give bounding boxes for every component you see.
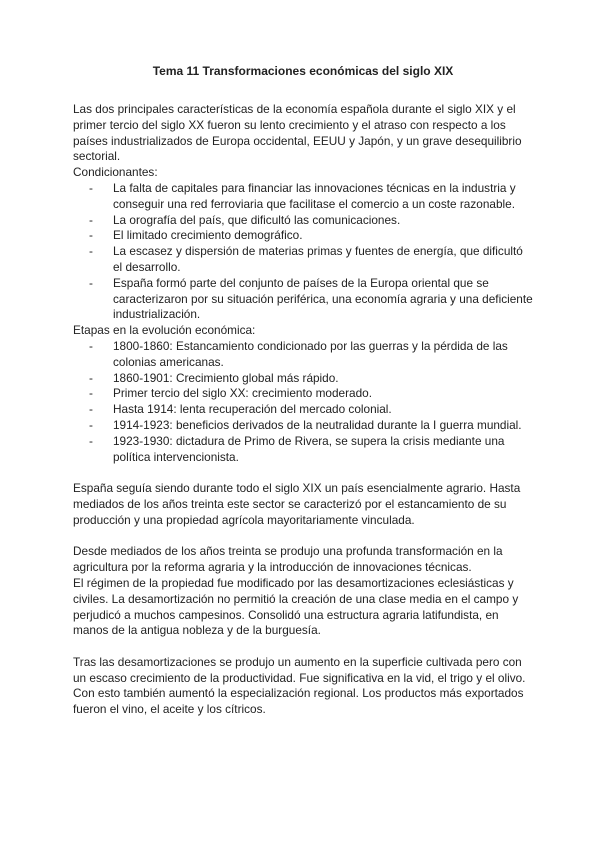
paragraph-gap xyxy=(73,529,533,545)
list-item xyxy=(89,276,533,323)
conditions-list xyxy=(73,181,533,323)
list-item xyxy=(89,418,533,434)
dash-bullet: - xyxy=(89,180,93,195)
document-page xyxy=(73,64,533,718)
dash-bullet: - xyxy=(89,338,93,353)
document-title: Tema 11 Transformaciones económicas del siglo XIX xyxy=(152,64,454,78)
list-item xyxy=(89,339,533,371)
dash-bullet: - xyxy=(89,417,93,432)
stages-list xyxy=(73,339,533,465)
property-paragraph: El régimen de la propiedad fue modificado por las desamortizaciones eclesiásticas y civiles. La desamortización no permitió la creación de una clase media en el campo y perjudicó a muchos campesinos. Consolidó una estructura agraria latifundista, en manos de la antigua nobleza y de la burguesía. xyxy=(73,575,519,638)
transformation-paragraph: Desde mediados de los años treinta se produjo una profunda transformación en la agricultura por la reforma agraria y la introducción de innovaciones técnicas. xyxy=(73,544,503,575)
dash-bullet: - xyxy=(89,244,93,259)
paragraph-gap xyxy=(73,639,533,655)
list-item xyxy=(89,434,533,466)
list-item-text: Hasta 1914: lenta recuperación del mercado colonial. xyxy=(113,402,392,417)
list-item-text: 1923-1930: dictadura de Primo de Rivera, se supera la crisis mediante una política intervencionista. xyxy=(113,433,505,464)
list-item-text: España formó parte del conjunto de países de la Europa oriental que se caracterizaron por su situación periférica, una economía agraria y una deficiente industrialización. xyxy=(113,275,533,322)
list-item xyxy=(89,371,533,387)
dash-bullet: - xyxy=(89,275,93,290)
list-item xyxy=(89,386,533,402)
list-item-text: El limitado crecimiento demográfico. xyxy=(113,228,303,243)
list-item xyxy=(89,213,533,229)
specialization-paragraph: Con esto también aumentó la especialización regional. Los productos más exportados fueron el vino, el aceite y los cítricos. xyxy=(73,686,524,717)
list-item xyxy=(89,402,533,418)
list-item xyxy=(89,181,533,213)
paragraph-gap xyxy=(73,465,533,481)
list-item-text: 1800-1860: Estancamiento condicionado por las guerras y la pérdida de las colonias americanas. xyxy=(113,338,508,369)
dash-bullet: - xyxy=(89,370,93,385)
stages-heading: Etapas en la evolución económica: xyxy=(73,323,256,338)
dash-bullet: - xyxy=(89,386,93,401)
dash-bullet: - xyxy=(89,402,93,417)
list-item xyxy=(89,228,533,244)
intro-paragraph: Las dos principales características de la economía española durante el siglo XIX y el primer tercio del siglo XX fueron su lento crecimiento y el atraso con respecto a los países industrializados de Europa occidental, EEUU y Japón, y un grave desequilibrio sectorial. xyxy=(73,102,522,164)
list-item-text: Primer tercio del siglo XX: crecimiento moderado. xyxy=(113,386,372,401)
agrarian-paragraph: España seguía siendo durante todo el siglo XIX un país esencialmente agrario. Hasta mediados de los años treinta este sector se caracterizó por el estancamiento de su producción y una propiedad agrícola mayoritariamente vinculada. xyxy=(73,481,521,527)
list-item-text: La escasez y dispersión de materias primas y fuentes de energía, que dificultó el desarrollo. xyxy=(113,244,523,274)
list-item xyxy=(89,244,533,276)
list-item-text: 1860-1901: Crecimiento global más rápido. xyxy=(113,370,339,385)
dash-bullet: - xyxy=(89,212,93,227)
conditions-heading: Condicionantes: xyxy=(73,165,158,180)
surface-paragraph: Tras las desamortizaciones se produjo un aumento en la superficie cultivada pero con un escaso crecimiento de la productividad. Fue significativa en la vid, el trigo y el olivo. xyxy=(73,654,526,685)
dash-bullet: - xyxy=(89,228,93,243)
dash-bullet: - xyxy=(89,433,93,448)
list-item-text: 1914-1923: beneficios derivados de la neutralidad durante la I guerra mundial. xyxy=(113,417,522,432)
list-item-text: La orografía del país, que dificultó las comunicaciones. xyxy=(113,212,401,227)
list-item-text: La falta de capitales para financiar las innovaciones técnicas en la industria y conseguir una red ferroviaria que facilitase el comercio a un coste razonable. xyxy=(113,180,516,211)
